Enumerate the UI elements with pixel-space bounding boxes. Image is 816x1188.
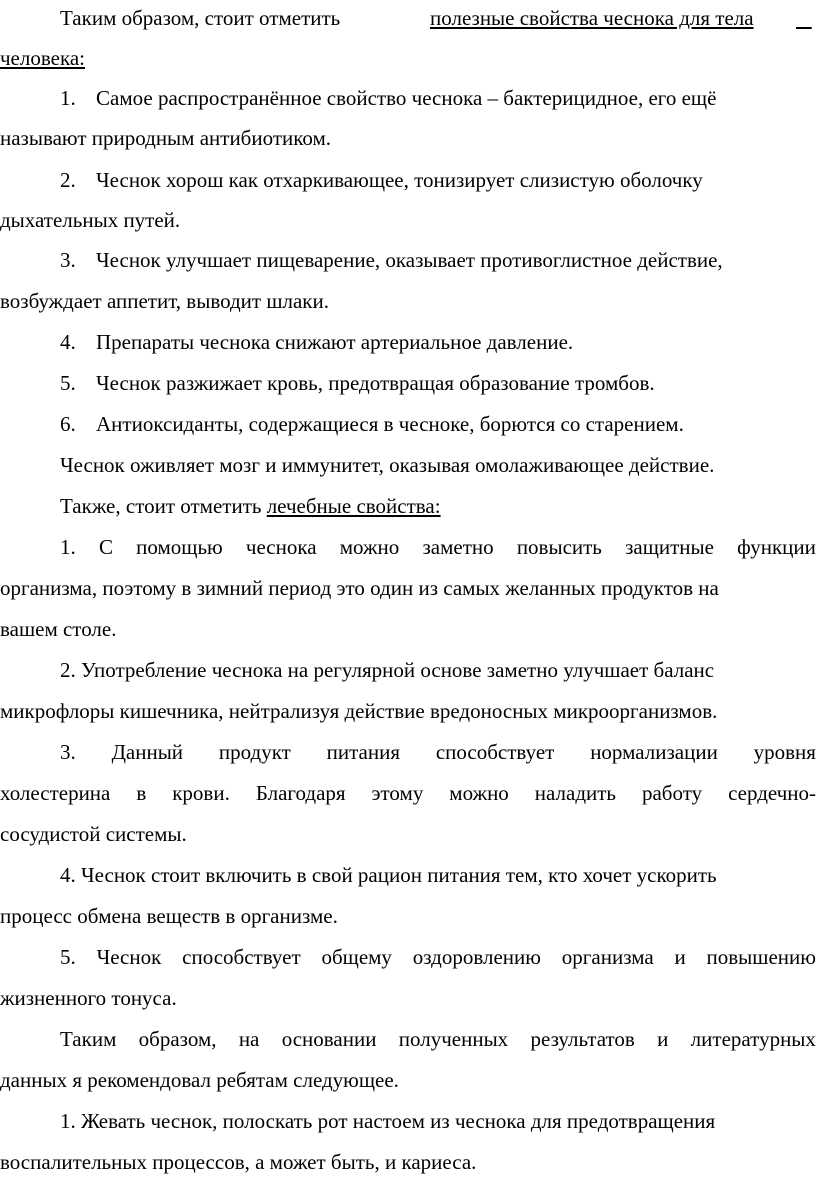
word: защитные xyxy=(625,535,714,559)
conclusion-line xyxy=(0,1024,816,1054)
word: можно xyxy=(449,781,509,805)
word: литературных xyxy=(690,1027,816,1051)
medical-item-1 xyxy=(0,532,816,562)
item-number: 3. xyxy=(60,248,76,272)
paragraph-text: Чеснок оживляет мозг и иммунитет, оказывая омолаживающее действие. xyxy=(60,453,715,477)
medical-item-2 xyxy=(0,655,816,685)
intro-lead: Таким образом, стоит отметить xyxy=(60,6,341,30)
useful-item-3 xyxy=(0,245,816,275)
medical-item-5-cont xyxy=(0,983,816,1013)
item-text: возбуждает аппетит, выводит шлаки. xyxy=(0,289,329,313)
word: и xyxy=(657,1027,669,1051)
useful-item-1 xyxy=(0,83,816,113)
word: 5. xyxy=(60,945,76,969)
medical-item-2-cont xyxy=(0,696,816,726)
medical-item-4-cont xyxy=(0,901,816,931)
word: 1. xyxy=(60,535,76,559)
useful-item-6 xyxy=(0,409,816,439)
word: повышению xyxy=(706,945,816,969)
word: в xyxy=(136,781,147,805)
item-text: Чеснок хорош как отхаркивающее, тонизирует слизистую оболочку xyxy=(96,168,703,192)
word: крови. xyxy=(172,781,230,805)
word: Данный xyxy=(111,740,184,764)
item-text: Самое распространённое свойство чеснока – бактерицидное, его ещё xyxy=(96,86,717,110)
word: нормализации xyxy=(590,740,718,764)
word: наладить xyxy=(534,781,617,805)
item-text: организма, поэтому в зимний период это один из самых желанных продуктов на xyxy=(0,576,719,600)
item-text: микрофлоры кишечника, нейтрализуя действие вредоносных микроорганизмов. xyxy=(0,699,718,723)
word: 3. xyxy=(60,740,76,764)
word: Благодаря xyxy=(255,781,346,805)
word: помощью xyxy=(136,535,223,559)
medical-item-1-cont xyxy=(0,573,816,603)
word: оздоровлению xyxy=(412,945,541,969)
word: уровня xyxy=(753,740,816,764)
item-text: 1. Жевать чеснок, полоскать рот настоем из чеснока для предотвращения xyxy=(60,1109,716,1133)
useful-item-5 xyxy=(0,368,816,398)
recommendation-item-1 xyxy=(0,1106,816,1136)
medical-item-3 xyxy=(0,737,816,767)
word: и xyxy=(674,945,686,969)
also-lead: Также, стоит отметить xyxy=(60,494,262,518)
intro-underline-tail xyxy=(796,3,814,33)
useful-item-4 xyxy=(0,327,816,357)
item-text: сосудистой системы. xyxy=(0,822,187,846)
useful-item-3-cont xyxy=(0,286,816,316)
word: Таким xyxy=(60,1027,117,1051)
item-text: жизненного тонуса. xyxy=(0,986,177,1010)
word: этому xyxy=(371,781,424,805)
item-text: вашем столе. xyxy=(0,617,117,641)
item-text: Чеснок разжижает кровь, предотвращая образование тромбов. xyxy=(96,371,655,395)
word: результатов xyxy=(530,1027,635,1051)
recommendation-item-1-cont xyxy=(0,1147,816,1177)
word: холестерина xyxy=(0,781,111,805)
also-underlined-heading: лечебные свойства: xyxy=(266,494,441,518)
useful-item-2 xyxy=(0,165,816,195)
conclusion-line-cont xyxy=(0,1065,816,1095)
item-number: 2. xyxy=(60,168,76,192)
word: основании xyxy=(281,1027,377,1051)
word: Чеснок xyxy=(96,945,162,969)
word: можно xyxy=(339,535,400,559)
useful-item-2-cont xyxy=(0,205,816,235)
also-line xyxy=(0,491,816,521)
paragraph-text: данных я рекомендовал ребятам следующее. xyxy=(0,1068,399,1092)
word: повысить xyxy=(516,535,602,559)
word: общему xyxy=(321,945,392,969)
item-number: 1. xyxy=(60,86,76,110)
item-number: 6. xyxy=(60,412,76,436)
word: образом, xyxy=(138,1027,217,1051)
word: организма xyxy=(561,945,654,969)
item-text: 4. Чеснок стоит включить в свой рацион питания тем, кто хочет ускорить xyxy=(60,863,717,887)
item-text: процесс обмена веществ в организме. xyxy=(0,904,338,928)
item-text: Чеснок улучшает пищеварение, оказывает противоглистное действие, xyxy=(96,248,723,272)
item-text: 2. Употребление чеснока на регулярной основе заметно улучшает баланс xyxy=(60,658,715,682)
intro-underlined-heading: полезные свойства чеснока для тела xyxy=(430,6,754,30)
word: чеснока xyxy=(245,535,317,559)
item-text: называют природным антибиотиком. xyxy=(0,126,332,150)
medical-item-3-cont-2 xyxy=(0,819,816,849)
intro-line-2 xyxy=(0,43,816,73)
word: продукт xyxy=(218,740,291,764)
word: сердечно- xyxy=(728,781,816,805)
word: функции xyxy=(737,535,816,559)
brain-line xyxy=(0,450,816,480)
item-number: 4. xyxy=(60,330,76,354)
item-text: Антиоксиданты, содержащиеся в чесноке, борются со старением. xyxy=(96,412,684,436)
word: полученных xyxy=(398,1027,509,1051)
word: заметно xyxy=(422,535,494,559)
word: С xyxy=(98,535,113,559)
item-number: 5. xyxy=(60,371,76,395)
medical-item-3-cont xyxy=(0,778,816,808)
item-text: воспалительных процессов, а может быть, и кариеса. xyxy=(0,1150,477,1174)
word: питания xyxy=(326,740,401,764)
word: работу xyxy=(641,781,703,805)
word: способствует xyxy=(182,945,301,969)
medical-item-1-cont-2 xyxy=(0,614,816,644)
word: способствует xyxy=(435,740,555,764)
medical-item-5 xyxy=(0,942,816,972)
intro-underlined-heading-cont: человека: xyxy=(0,46,86,70)
intro-line xyxy=(0,3,816,33)
item-text: Препараты чеснока снижают артериальное давление. xyxy=(96,330,574,354)
item-text: дыхательных путей. xyxy=(0,208,181,232)
word: на xyxy=(238,1027,260,1051)
medical-item-4 xyxy=(0,860,816,890)
useful-item-1-cont xyxy=(0,123,816,153)
